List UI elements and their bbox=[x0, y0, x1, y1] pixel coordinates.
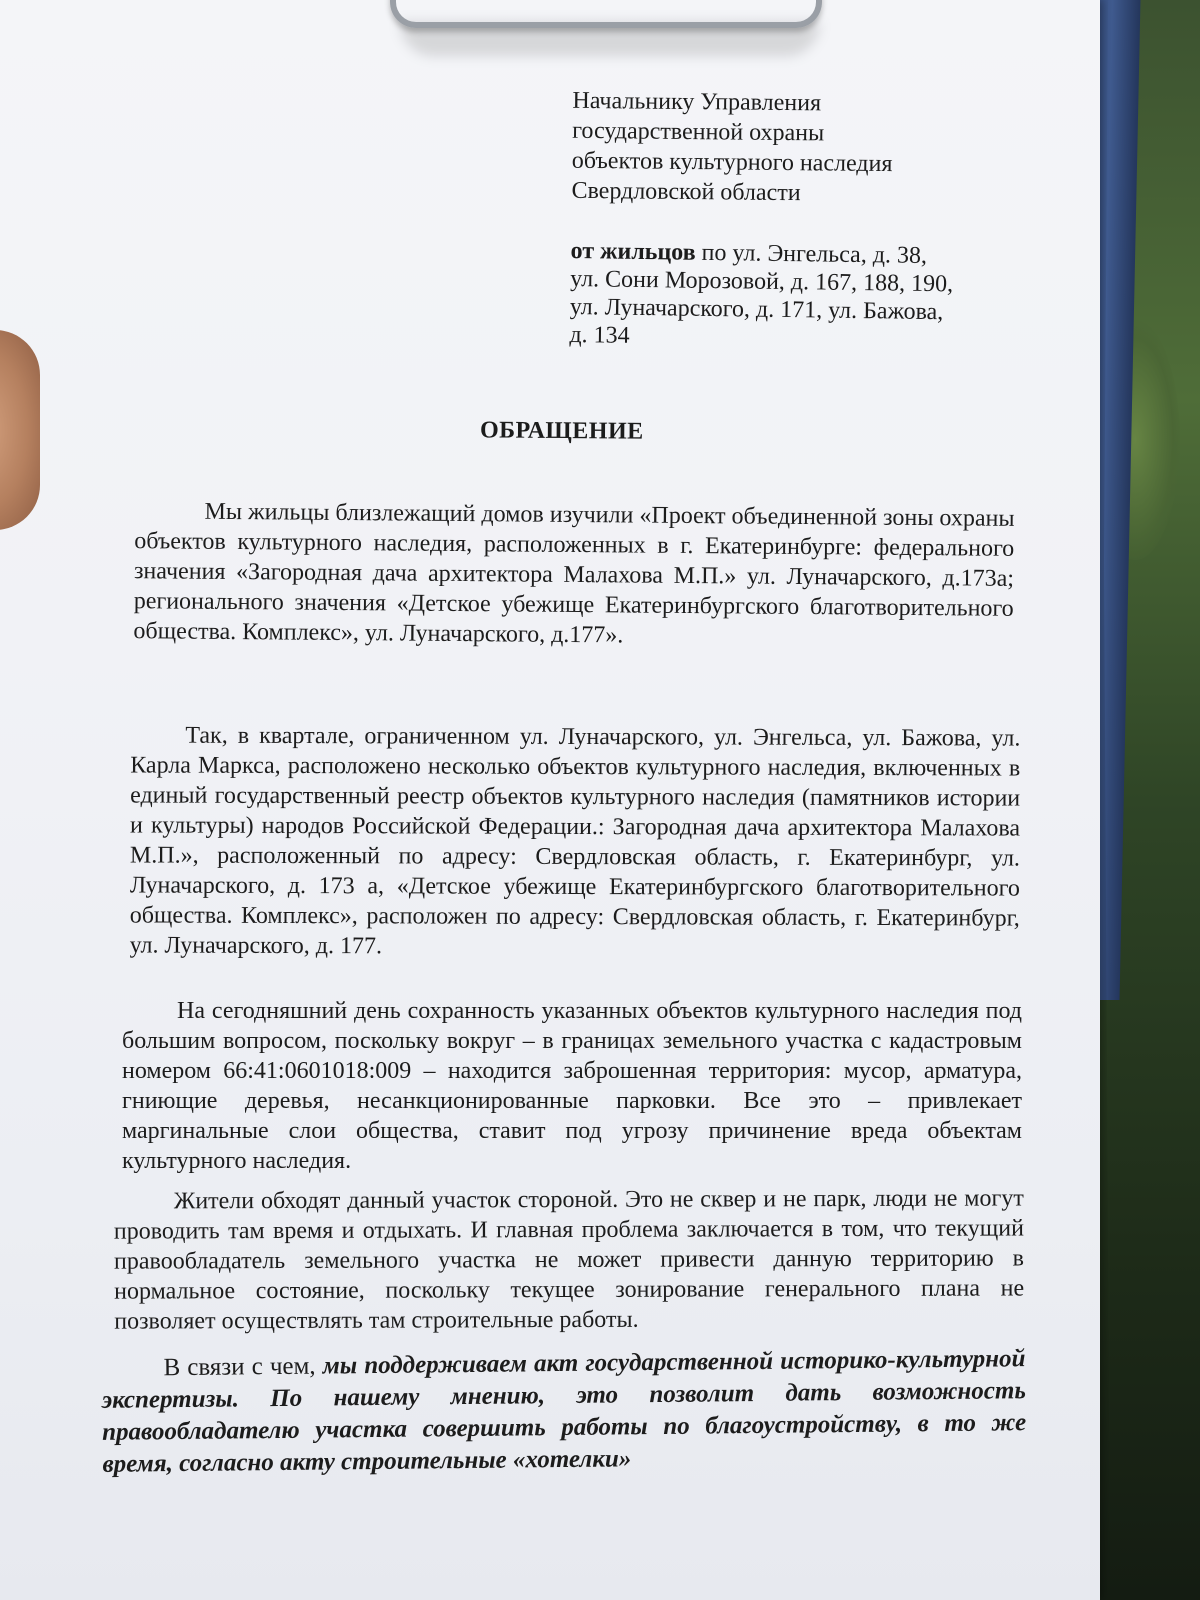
paragraph-5 bbox=[101, 1343, 1026, 1481]
sender-line: ул. Луначарского, д. 171, ул. Бажова, bbox=[569, 293, 944, 326]
addressee-line: Начальнику Управления bbox=[572, 87, 822, 117]
sender-line: ул. Сони Морозовой, д. 167, 188, 190, bbox=[570, 266, 954, 298]
addressee-block bbox=[571, 86, 992, 210]
sender-line-rest: по ул. Энгельса, д. 38, bbox=[695, 239, 928, 269]
document-title: ОБРАЩЕНИЕ bbox=[479, 417, 644, 445]
addressee-line: государственной охраны bbox=[572, 117, 825, 147]
sender-prefix: от жильцов bbox=[570, 238, 696, 266]
paragraph-4: Жители обходят данный участок стороной. Это не сквер и не парк, люди не могут проводить там время и отдыхать. И главная проблема заключается в том, что текущий правообладатель земельного участка не может привести данную территорию в нормальное состояние, поскольку текущее зонирование генерального плана не позволяет осуществлять там строительные работы. bbox=[113, 1185, 1025, 1335]
sender-block bbox=[569, 237, 1001, 355]
paragraph-5-emphasis: мы поддерживаем акт государственной историко-культурной экспертизы. По нашему мнению, это позволит дать возможность правообладателю участка совершить работы по благоустройству, в то же время, согласно акту строительные «хотелки» bbox=[101, 1345, 1027, 1478]
paragraph-2: Так, в квартале, ограниченном ул. Луначарского, ул. Энгельса, ул. Бажова, ул. Карла Маркса, расположено несколько объектов культурного наследия, включенных в единый государственный реестр объектов культурного наследия (памятников истории и культуры) народов Российской Федерации.: Загородная дача архитектора Малахова М.П.», расположенный по адресу: Свердловская область, г. Екатеринбург, ул. Луначарского, д. 173 а, «Детское убежище Екатеринбургского благотворительного общества. Комплекс», расположен по адресу: Свердловская область, г. Екатеринбург, ул. Луначарского, д. 177. bbox=[129, 722, 1021, 960]
paragraph-1: Мы жильцы близлежащий домов изучили «Проект объединенной зоны охраны объектов культурного наследия, расположенных в г. Екатеринбурге: федерального значения «Загородная дача архитектора Малахова М.П.» ул. Луначарского, д.173а; регионального значения «Детское убежище Екатеринбургского благотворительного общества. Комплекс», ул. Луначарского, д.177». bbox=[133, 498, 1015, 649]
addressee-line: объектов культурного наследия bbox=[571, 147, 893, 178]
addressee-line: Свердловской области bbox=[571, 177, 801, 207]
sender-line: д. 134 bbox=[569, 321, 630, 349]
paragraph-5-lead: В связи с чем, bbox=[163, 1352, 323, 1382]
paragraph-3: На сегодняшний день сохранность указанных объектов культурного наследия под большим вопросом, поскольку вокруг – в границах земельного участка с кадастровым номером 66:41:0601018:009 – находится заброшенная территория: мусор, арматура, гниющие деревья, несанкционированные парковки. Все это – привлекает маргинальные слои общества, ставит под угрозу причинение вреда объектам культурного наследия. bbox=[122, 998, 1022, 1174]
